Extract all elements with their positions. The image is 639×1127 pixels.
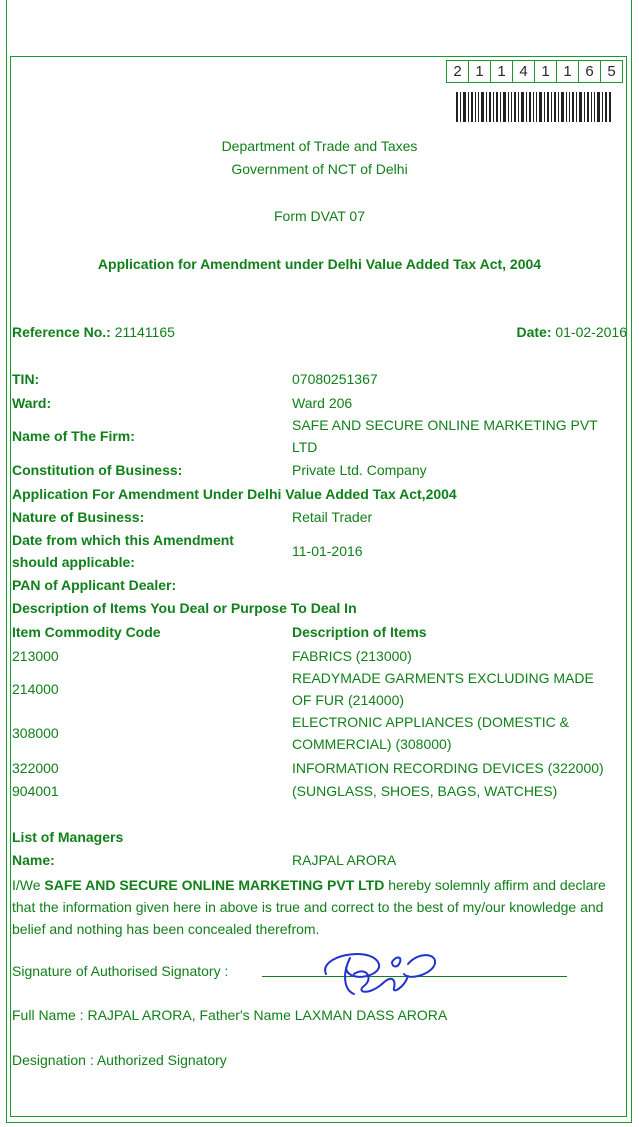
- designation: Designation : Authorized Signatory: [12, 1052, 227, 1068]
- signature-label: Signature of Authorised Signatory :: [12, 963, 229, 979]
- item-code: 213000: [12, 648, 59, 664]
- nature-label: Nature of Business:: [12, 509, 145, 525]
- declaration: [12, 874, 612, 940]
- tin-label: TIN:: [12, 371, 40, 387]
- items-heading: Description of Items You Deal or Purpose To Deal In: [12, 600, 357, 616]
- item-code: 214000: [12, 681, 59, 697]
- manager-name-value: RAJPAL ARORA: [292, 852, 397, 868]
- reference-row: [12, 323, 175, 341]
- ward-label: Ward:: [12, 395, 52, 411]
- managers-heading: List of Managers: [12, 829, 124, 845]
- form-title: Application for Amendment under Delhi Value Added Tax Act, 2004: [97, 256, 542, 272]
- firm-value-line2: LTD: [292, 439, 318, 455]
- ref-digit: 6: [578, 60, 601, 83]
- tin-value: 07080251367: [292, 371, 378, 387]
- declaration-company: SAFE AND SECURE ONLINE MARKETING PVT LTD: [44, 877, 385, 893]
- ward-value: Ward 206: [292, 395, 353, 411]
- col-desc-header: Description of Items: [292, 624, 427, 640]
- date-from-label-line1: Date from which this Amendment: [12, 532, 234, 548]
- ref-digit: 1: [534, 60, 557, 83]
- constitution-value: Private Ltd. Company: [292, 462, 427, 478]
- item-desc-line2: COMMERCIAL) (308000): [292, 736, 452, 752]
- date-label: Date:: [516, 324, 552, 340]
- firm-value-line1: SAFE AND SECURE ONLINE MARKETING PVT: [292, 417, 598, 433]
- col-code-header: Item Commodity Code: [12, 624, 161, 640]
- item-desc: FABRICS (213000): [292, 648, 412, 664]
- item-code: 308000: [12, 725, 59, 741]
- ref-digit: 2: [446, 60, 469, 83]
- manager-name-label: Name:: [12, 852, 55, 868]
- ref-digit: 1: [468, 60, 491, 83]
- date-value: 01-02-2016: [555, 324, 627, 340]
- ref-digit: 5: [600, 60, 623, 83]
- firm-label: Name of The Firm:: [12, 428, 135, 444]
- full-name: Full Name : RAJPAL ARORA, Father's Name LAXMAN DASS ARORA: [12, 1007, 448, 1023]
- declaration-text: hereby solemnly affirm and declare that the information given here in above is true and correct to the best of my/our knowledge and belief and nothing has been concealed therefrom.: [12, 877, 606, 937]
- item-desc: (SUNGLASS, SHOES, BAGS, WATCHES): [292, 783, 558, 799]
- item-desc: INFORMATION RECORDING DEVICES (322000): [292, 760, 604, 776]
- signature-icon: [308, 944, 443, 1000]
- ref-digit: 1: [556, 60, 579, 83]
- form-number: Form DVAT 07: [273, 208, 366, 224]
- ref-digit: 1: [490, 60, 513, 83]
- declaration-prefix: I/We: [12, 877, 45, 893]
- application-heading: Application For Amendment Under Delhi Value Added Tax Act,2004: [12, 486, 457, 502]
- reference-value: 21141165: [114, 324, 175, 340]
- date-from-value: 11-01-2016: [292, 543, 363, 559]
- constitution-label: Constitution of Business:: [12, 462, 183, 478]
- item-desc: READYMADE GARMENTS EXCLUDING MADE: [292, 670, 594, 686]
- pan-label: PAN of Applicant Dealer:: [12, 577, 177, 593]
- item-desc: ELECTRONIC APPLIANCES (DOMESTIC &: [292, 714, 569, 730]
- date-from-label-line2: should applicable:: [12, 554, 135, 570]
- government-name: Government of NCT of Delhi: [231, 161, 408, 177]
- reference-digit-boxes: [447, 60, 623, 83]
- item-desc-line2: OF FUR (214000): [292, 692, 405, 708]
- department-name: Department of Trade and Taxes: [221, 138, 418, 154]
- nature-value: Retail Trader: [292, 509, 373, 525]
- ref-digit: 4: [512, 60, 535, 83]
- item-code: 322000: [12, 760, 59, 776]
- barcode-icon: [456, 92, 612, 122]
- reference-label: Reference No.:: [12, 324, 111, 340]
- date-row: [516, 323, 627, 341]
- item-code: 904001: [12, 783, 59, 799]
